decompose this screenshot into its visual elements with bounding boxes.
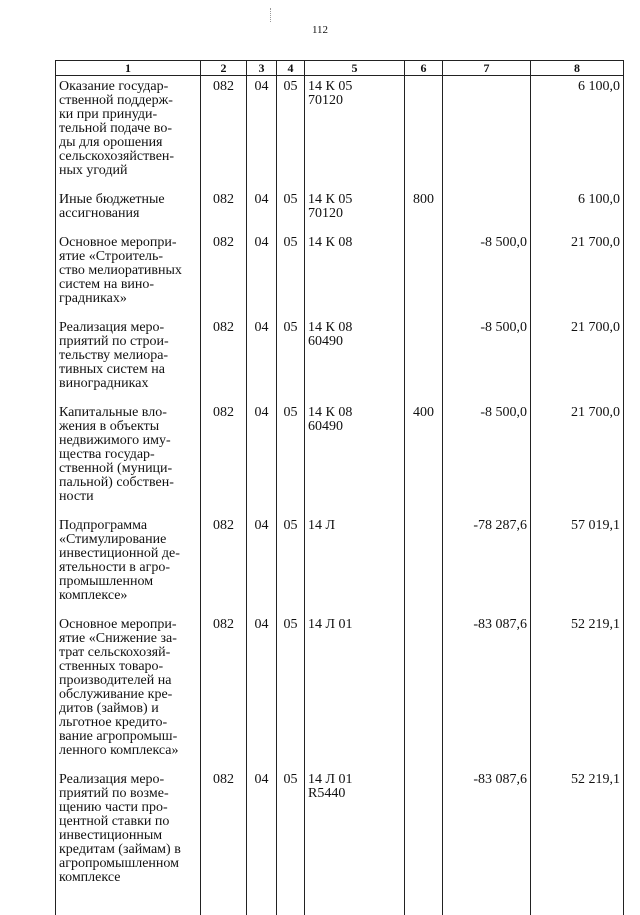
- expense-type-code: [405, 401, 443, 514]
- expense-type-code: [405, 768, 443, 895]
- subsection-code-text: 05: [283, 772, 298, 787]
- row-name: [56, 316, 201, 401]
- section-code: [247, 768, 277, 895]
- table-row: [56, 514, 624, 613]
- expense-type-code: [405, 514, 443, 613]
- subsection-code: [277, 231, 305, 316]
- section-code: [247, 514, 277, 613]
- empty-cell: [277, 895, 305, 915]
- target-article-code: [305, 768, 405, 895]
- column-header: 8: [531, 61, 624, 76]
- row-name-text: Реализация меро- приятий по строи- тельству мелиора- тивных систем на виноградниках: [59, 320, 169, 391]
- subsection-code: [277, 401, 305, 514]
- subsection-code-text: 05: [283, 617, 298, 632]
- target-article-code-text: 14 К 08 60490: [308, 320, 353, 349]
- expense-type-code-text: 400: [413, 405, 434, 420]
- admin-code: [201, 76, 247, 189]
- subsection-code-text: 05: [283, 320, 298, 335]
- total-amount: [531, 613, 624, 768]
- target-article-code-text: 14 Л: [308, 518, 335, 533]
- target-article-code-text: 14 К 05 70120: [308, 192, 353, 221]
- target-article-code: [305, 231, 405, 316]
- admin-code-text: 082: [213, 518, 234, 533]
- subsection-code-text: 05: [283, 192, 298, 207]
- column-header: 3: [247, 61, 277, 76]
- table-row: [56, 188, 624, 231]
- target-article-code: [305, 76, 405, 189]
- target-article-code-text: 14 К 08: [308, 235, 353, 250]
- budget-table: [55, 60, 624, 915]
- table-row: [56, 613, 624, 768]
- total-amount-text: 57 019,1: [571, 518, 620, 533]
- total-amount: [531, 514, 624, 613]
- column-header: 4: [277, 61, 305, 76]
- change-amount: [443, 401, 531, 514]
- admin-code-text: 082: [213, 772, 234, 787]
- section-code-text: 04: [254, 518, 269, 533]
- row-name-text: Оказание государ- ственной поддерж- ки при принуди- тельной подаче во- ды для орошения сельскохозяйствен- ных угодий: [59, 79, 175, 178]
- target-article-code: [305, 613, 405, 768]
- admin-code: [201, 188, 247, 231]
- expense-type-code-text: 800: [413, 192, 434, 207]
- scan-mark: [270, 8, 273, 22]
- row-name: [56, 613, 201, 768]
- empty-cell: [531, 895, 624, 915]
- row-name: [56, 768, 201, 895]
- table-row: [56, 401, 624, 514]
- expense-type-code: [405, 613, 443, 768]
- section-code: [247, 76, 277, 189]
- subsection-code-text: 05: [283, 235, 298, 250]
- total-amount-text: 21 700,0: [571, 320, 620, 335]
- total-amount: [531, 401, 624, 514]
- subsection-code: [277, 768, 305, 895]
- target-article-code: [305, 401, 405, 514]
- row-name-text: Капитальные вло- жения в объекты недвижимого иму- щества государ- ственной (муници- пальной) собствен- ности: [59, 405, 174, 504]
- section-code-text: 04: [254, 772, 269, 787]
- row-name-text: Реализация меро- приятий по возме- щению части про- центной ставки по инвестиционным кредитам (займам) в агропромышленном комплексе: [59, 772, 181, 885]
- total-amount: [531, 316, 624, 401]
- column-header: 7: [443, 61, 531, 76]
- total-amount-text: 6 100,0: [578, 79, 620, 94]
- total-amount-text: 21 700,0: [571, 405, 620, 420]
- section-code: [247, 613, 277, 768]
- empty-cell: [443, 895, 531, 915]
- admin-code-text: 082: [213, 320, 234, 335]
- change-amount: [443, 613, 531, 768]
- admin-code-text: 082: [213, 617, 234, 632]
- change-amount: [443, 316, 531, 401]
- subsection-code: [277, 188, 305, 231]
- row-name: [56, 514, 201, 613]
- column-header: 6: [405, 61, 443, 76]
- table-filler-row: [56, 895, 624, 915]
- row-name-text: Подпрограмма «Стимулирование инвестиционной де- ятельности в агро- промышленном комплексе»: [59, 518, 180, 603]
- total-amount-text: 52 219,1: [571, 772, 620, 787]
- row-name: [56, 401, 201, 514]
- expense-type-code: [405, 76, 443, 189]
- change-amount-text: -8 500,0: [480, 235, 527, 250]
- column-header: 5: [305, 61, 405, 76]
- section-code: [247, 316, 277, 401]
- empty-cell: [56, 895, 201, 915]
- row-name-text: Основное меропри- ятие «Снижение за- трат сельскохозяй- ственных товаро- производителей на обслуживание кре- дитов (займов) и льготное кредито- вание агропромыш- ленного комплекса»: [59, 617, 179, 758]
- subsection-code: [277, 76, 305, 189]
- subsection-code-text: 05: [283, 518, 298, 533]
- change-amount-text: -8 500,0: [480, 320, 527, 335]
- table-row: [56, 76, 624, 189]
- admin-code-text: 082: [213, 405, 234, 420]
- table-row: [56, 768, 624, 895]
- admin-code: [201, 514, 247, 613]
- section-code-text: 04: [254, 617, 269, 632]
- empty-cell: [305, 895, 405, 915]
- section-code-text: 04: [254, 405, 269, 420]
- total-amount-text: 21 700,0: [571, 235, 620, 250]
- total-amount: [531, 188, 624, 231]
- expense-type-code: [405, 231, 443, 316]
- change-amount: [443, 231, 531, 316]
- change-amount-text: -83 087,6: [473, 772, 527, 787]
- target-article-code: [305, 514, 405, 613]
- target-article-code-text: 14 Л 01: [308, 617, 353, 632]
- empty-cell: [247, 895, 277, 915]
- subsection-code: [277, 613, 305, 768]
- admin-code: [201, 231, 247, 316]
- total-amount-text: 6 100,0: [578, 192, 620, 207]
- admin-code: [201, 768, 247, 895]
- subsection-code: [277, 316, 305, 401]
- page-number: 112: [311, 24, 329, 36]
- section-code: [247, 231, 277, 316]
- section-code-text: 04: [254, 192, 269, 207]
- subsection-code-text: 05: [283, 79, 298, 94]
- change-amount: [443, 514, 531, 613]
- table-header-row: [56, 61, 624, 76]
- column-header: 1: [56, 61, 201, 76]
- target-article-code: [305, 188, 405, 231]
- change-amount-text: -83 087,6: [473, 617, 527, 632]
- empty-cell: [405, 895, 443, 915]
- admin-code: [201, 613, 247, 768]
- change-amount-text: -8 500,0: [480, 405, 527, 420]
- section-code-text: 04: [254, 79, 269, 94]
- change-amount: [443, 188, 531, 231]
- row-name: [56, 231, 201, 316]
- target-article-code-text: 14 К 08 60490: [308, 405, 353, 434]
- row-name-text: Иные бюджетные ассигнования: [59, 192, 165, 221]
- expense-type-code: [405, 188, 443, 231]
- empty-cell: [201, 895, 247, 915]
- subsection-code-text: 05: [283, 405, 298, 420]
- table-row: [56, 231, 624, 316]
- expense-type-code: [405, 316, 443, 401]
- admin-code: [201, 316, 247, 401]
- total-amount: [531, 231, 624, 316]
- total-amount: [531, 768, 624, 895]
- row-name: [56, 188, 201, 231]
- target-article-code: [305, 316, 405, 401]
- section-code-text: 04: [254, 320, 269, 335]
- target-article-code-text: 14 К 05 70120: [308, 79, 353, 108]
- total-amount: [531, 76, 624, 189]
- table-row: [56, 316, 624, 401]
- change-amount: [443, 76, 531, 189]
- admin-code-text: 082: [213, 79, 234, 94]
- admin-code-text: 082: [213, 235, 234, 250]
- admin-code: [201, 401, 247, 514]
- change-amount: [443, 768, 531, 895]
- admin-code-text: 082: [213, 192, 234, 207]
- change-amount-text: -78 287,6: [473, 518, 527, 533]
- target-article-code-text: 14 Л 01 R5440: [308, 772, 353, 801]
- section-code-text: 04: [254, 235, 269, 250]
- row-name-text: Основное меропри- ятие «Строитель- ство мелиоративных систем на вино- градниках»: [59, 235, 182, 306]
- row-name: [56, 76, 201, 189]
- subsection-code: [277, 514, 305, 613]
- column-header: 2: [201, 61, 247, 76]
- total-amount-text: 52 219,1: [571, 617, 620, 632]
- section-code: [247, 188, 277, 231]
- section-code: [247, 401, 277, 514]
